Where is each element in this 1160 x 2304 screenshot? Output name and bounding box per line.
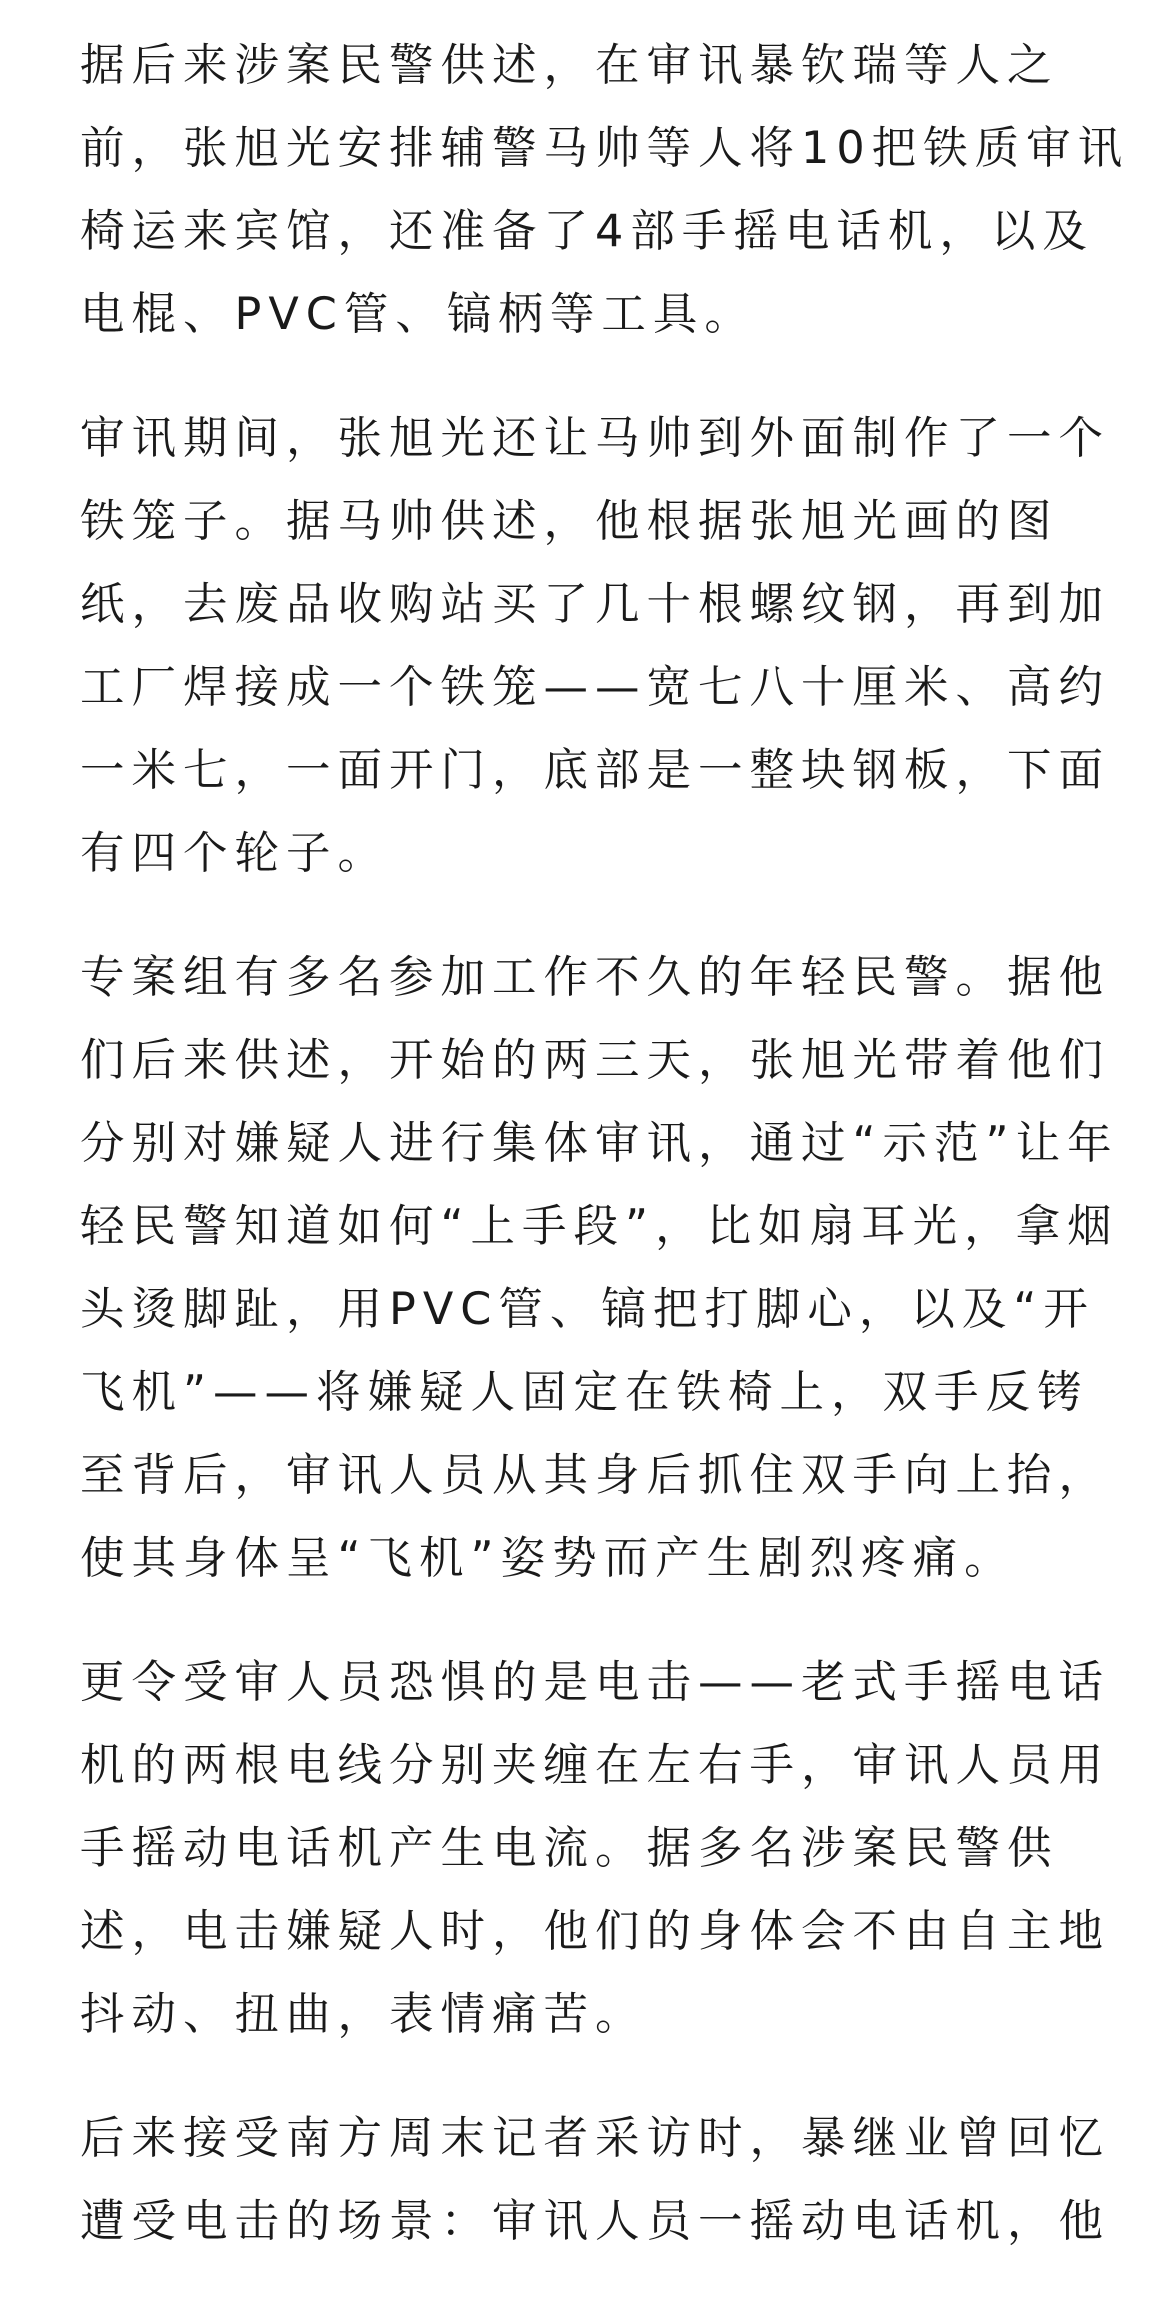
- text-line: 飞机”——将嫌疑人固定在铁椅上，双手反铐: [80, 1367, 1089, 1418]
- paragraph-1: [80, 24, 1130, 356]
- text-line: 更令受审人员恐惧的是电击——老式手摇电话: [80, 1657, 1111, 1708]
- paragraph-2: [80, 397, 1111, 895]
- text-line: 抖动、扭曲，表情痛苦。: [80, 1989, 647, 2040]
- text-line: 审讯期间，张旭光还让马帅到外面制作了一个: [80, 413, 1111, 464]
- text-line: 机的两根电线分别夹缠在左右手，审讯人员用: [80, 1740, 1111, 1791]
- text-line: 据后来涉案民警供述，在审讯暴钦瑞等人之: [80, 40, 1059, 91]
- text-line: 们后来供述，开始的两三天，张旭光带着他们: [80, 1035, 1111, 1086]
- text-line: 使其身体呈“飞机”姿势而产生剧烈疼痛。: [80, 1533, 1016, 1584]
- text-line: 轻民警知道如何“上手段”，比如扇耳光，拿烟: [80, 1201, 1119, 1252]
- text-line: 分别对嫌疑人进行集体审讯，通过“示范”让年: [80, 1118, 1119, 1169]
- text-line: 前，张旭光安排辅警马帅等人将10把铁质审讯: [80, 123, 1130, 174]
- paragraph-5: [80, 2097, 1111, 2263]
- text-line: 有四个轮子。: [80, 828, 390, 879]
- text-line: 一米七，一面开门，底部是一整块钢板，下面: [80, 745, 1111, 796]
- text-line: 述，电击嫌疑人时，他们的身体会不由自主地: [80, 1906, 1111, 1957]
- text-line: 头烫脚趾，用PVC管、镐把打脚心，以及“开: [80, 1284, 1095, 1335]
- text-line: 工厂焊接成一个铁笼——宽七八十厘米、高约: [80, 662, 1111, 713]
- text-line: 椅运来宾馆，还准备了4部手摇电话机，以及: [80, 206, 1094, 257]
- text-line: 后来接受南方周末记者采访时，暴继业曾回忆: [80, 2113, 1111, 2164]
- text-line: 至背后，审讯人员从其身后抓住双手向上抬，: [80, 1450, 1111, 1501]
- text-line: 纸，去废品收购站买了几十根螺纹钢，再到加: [80, 579, 1111, 630]
- text-line: 遭受电击的场景：审讯人员一摇动电话机，他: [80, 2196, 1111, 2247]
- article-body: [80, 24, 1130, 2304]
- text-line: 专案组有多名参加工作不久的年轻民警。据他: [80, 952, 1111, 1003]
- text-line: 铁笼子。据马帅供述，他根据张旭光画的图: [80, 496, 1059, 547]
- paragraph-4: [80, 1641, 1111, 2056]
- text-line: 电棍、PVC管、镐柄等工具。: [80, 289, 756, 340]
- paragraph-3: [80, 936, 1119, 1600]
- text-line: 手摇动电话机产生电流。据多名涉案民警供: [80, 1823, 1059, 1874]
